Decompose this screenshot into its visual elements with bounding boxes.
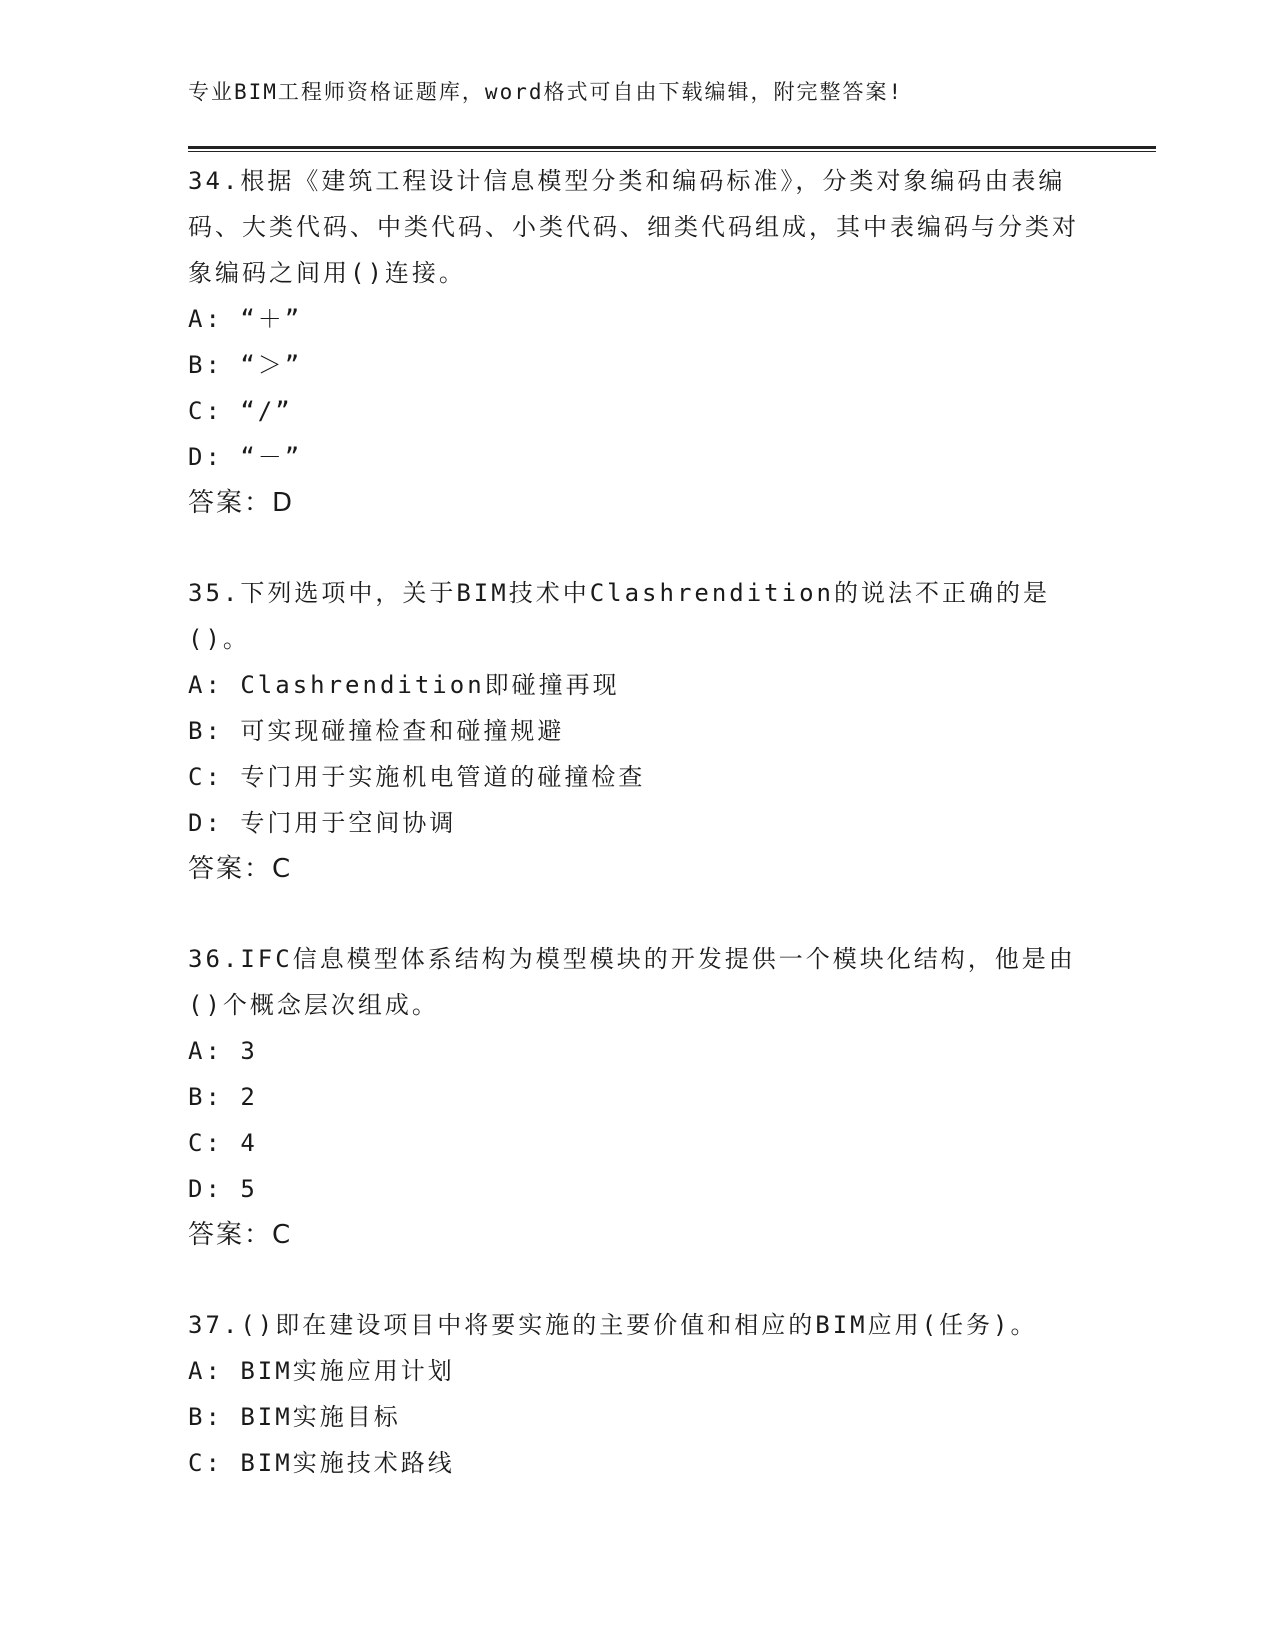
option-c: C: 专门用于实施机电管道的碰撞检查: [188, 763, 646, 791]
question-37: [188, 1302, 1088, 1486]
header-divider: [188, 146, 1156, 152]
option-b: B: 2: [188, 1083, 258, 1111]
answer: 答案：C: [188, 1220, 293, 1250]
question-stem: 36.IFC信息模型体系结构为模型模块的开发提供一个模块化结构，他是由()个概念层次组成。: [188, 945, 1076, 1019]
option-b: B: BIM实施目标: [188, 1403, 401, 1431]
question-stem: 37.()即在建设项目中将要实施的主要价值和相应的BIM应用(任务)。: [188, 1311, 1038, 1339]
option-d: D: 专门用于空间协调: [188, 809, 457, 837]
option-a: A: 3: [188, 1037, 258, 1065]
question-36: [188, 936, 1088, 1258]
option-c: C: BIM实施技术路线: [188, 1449, 455, 1477]
question-stem: 35.下列选项中，关于BIM技术中Clashrendition的说法不正确的是()。: [188, 579, 1050, 653]
option-a: A: Clashrendition即碰撞再现: [188, 671, 620, 699]
page-header: 专业BIM工程师资格证题库，word格式可自由下载编辑，附完整答案!: [188, 80, 904, 104]
option-d: D: 5: [188, 1175, 258, 1203]
option-b: B: 可实现碰撞检查和碰撞规避: [188, 717, 565, 745]
question-list: [188, 158, 1088, 1486]
option-c: C: 4: [188, 1129, 258, 1157]
question-stem: 34.根据《建筑工程设计信息模型分类和编码标准》，分类对象编码由表编码、大类代码、中类代码、小类代码、细类代码组成，其中表编码与分类对象编码之间用()连接。: [188, 167, 1079, 287]
option-a: A: BIM实施应用计划: [188, 1357, 455, 1385]
option-d: D: “－”: [188, 443, 303, 471]
option-a: A: “＋”: [188, 305, 303, 333]
question-34: [188, 158, 1088, 526]
question-35: [188, 570, 1088, 892]
option-b: B: “＞”: [188, 351, 303, 379]
option-c: C: “/”: [188, 397, 293, 425]
answer: 答案：D: [188, 488, 295, 518]
answer: 答案：C: [188, 854, 293, 884]
